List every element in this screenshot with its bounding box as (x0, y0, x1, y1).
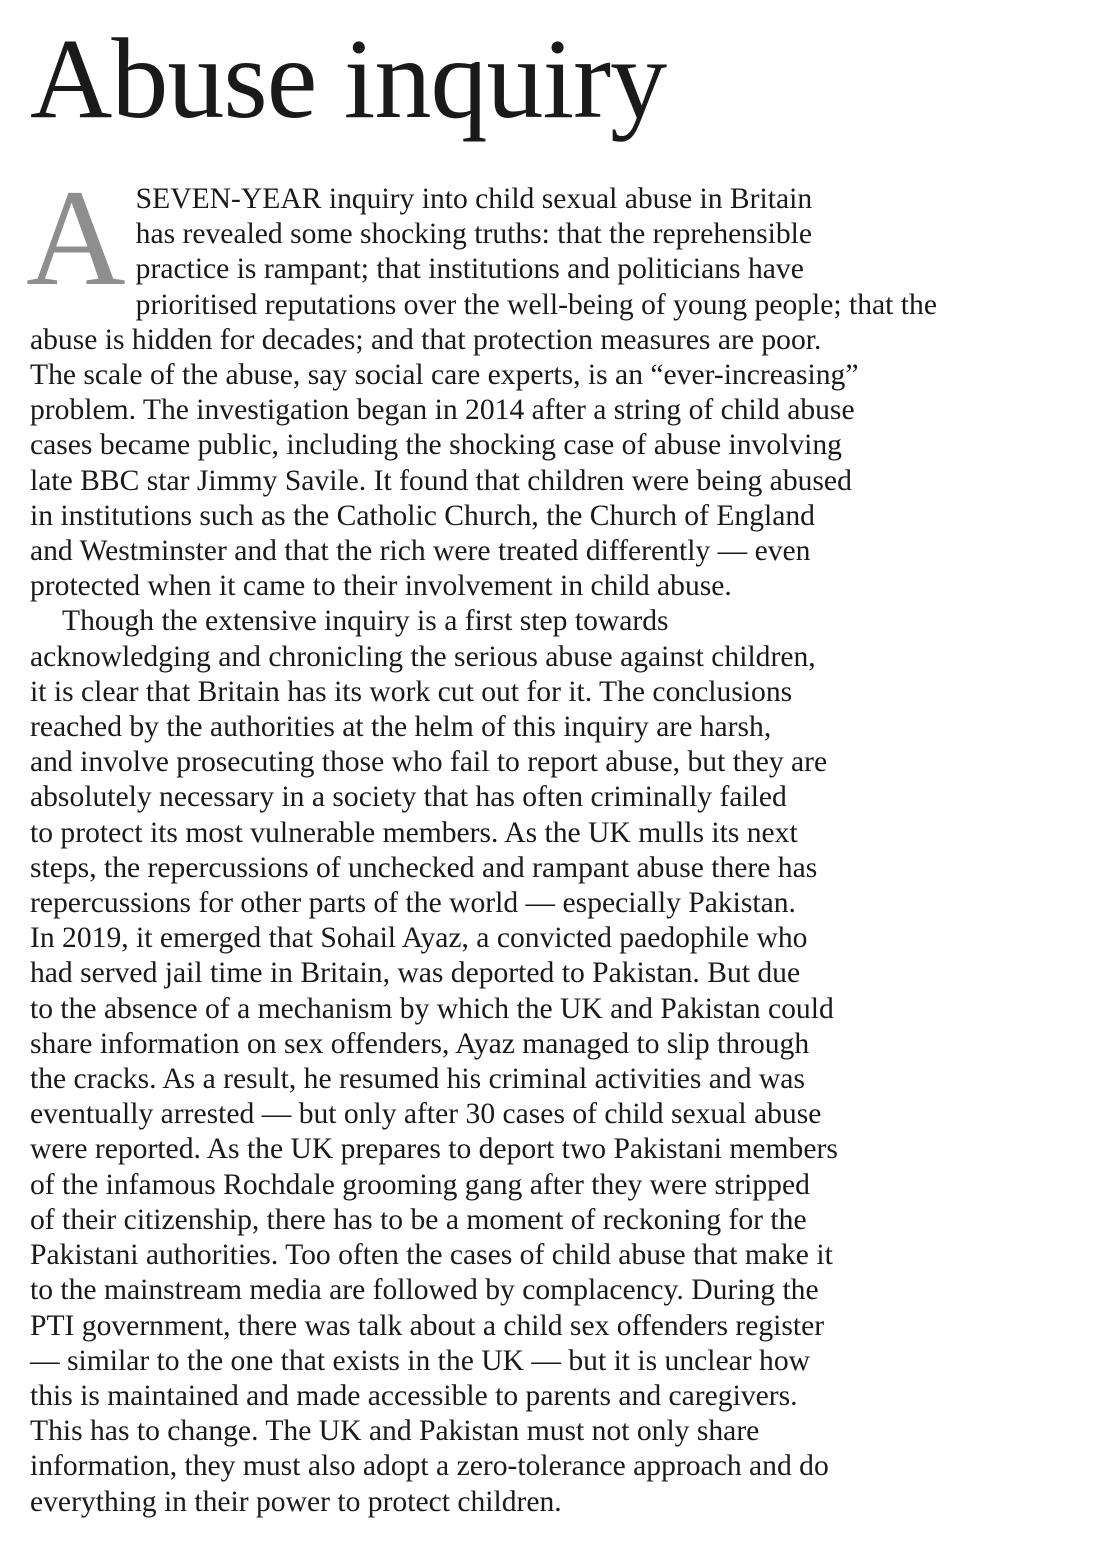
text-line: in institutions such as the Catholic Church, the Church of England (30, 499, 815, 532)
text-line: — similar to the one that exists in the UK — but it is unclear how (30, 1344, 811, 1377)
text-line: to protect its most vulnerable members. As the UK mulls its next (30, 816, 798, 849)
text-line: had served jail time in Britain, was deported to Pakistan. But due (30, 957, 801, 990)
text-line: PTI government, there was talk about a child sex offenders register (30, 1309, 825, 1342)
text-line: late BBC star Jimmy Savile. It found that children were being abused (30, 464, 852, 497)
text-line: abuse is hidden for decades; and that protection measures are poor. (30, 323, 822, 356)
text-line: the cracks. As a result, he resumed his criminal activities and was (30, 1063, 805, 1096)
text-line: of their citizenship, there has to be a moment of reckoning for the (30, 1203, 807, 1236)
text-line: to the absence of a mechanism by which the UK and Pakistan could (30, 992, 834, 1025)
text-line: practice is rampant; that institutions and politicians have (135, 253, 804, 286)
text-line: cases became public, including the shocking case of abuse involving (30, 429, 842, 462)
text-line: has revealed some shocking truths: that the reprehensible (135, 218, 813, 251)
drop-cap: A (26, 161, 126, 314)
paragraph-2 (30, 604, 1070, 1519)
text-line: repercussions for other parts of the world — especially Pakistan. (30, 887, 796, 920)
text-line: everything in their power to protect children. (30, 1485, 562, 1518)
article-body (26, 161, 1070, 1520)
text-line: to the mainstream media are followed by complacency. During the (30, 1274, 819, 1307)
text-line: Though the extensive inquiry is a first step towards (62, 605, 669, 638)
text-line: were reported. As the UK prepares to deport two Pakistani members (30, 1133, 838, 1166)
text-line: share information on sex offenders, Ayaz managed to slip through (30, 1027, 810, 1060)
text-line: reached by the authorities at the helm of this inquiry are harsh, (30, 711, 772, 744)
text-line: protected when it came to their involvement in child abuse. (30, 570, 732, 603)
text-line: and Westminster and that the rich were treated differently — even (30, 535, 811, 568)
text-line: of the infamous Rochdale grooming gang after they were stripped (30, 1168, 810, 1201)
text-line: In 2019, it emerged that Sohail Ayaz, a convicted paedophile who (30, 922, 808, 955)
text-line: The scale of the abuse, say social care experts, is an “ever-increasing” (30, 359, 859, 392)
paragraph-1 (26, 161, 1070, 604)
text-line: absolutely necessary in a society that has often criminally failed (30, 781, 787, 814)
text-line: problem. The investigation began in 2014 after a string of child abuse (30, 394, 855, 427)
text-line: this is maintained and made accessible to parents and caregivers. (30, 1379, 798, 1412)
text-line: prioritised reputations over the well-being of young people; that the (135, 288, 937, 321)
text-line: and involve prosecuting those who fail to report abuse, but they are (30, 746, 828, 779)
text-line: it is clear that Britain has its work cut out for it. The conclusions (30, 675, 793, 708)
text-line: SEVEN-YEAR inquiry into child sexual abuse in Britain (135, 183, 813, 215)
headline: Abuse inquiry (30, 15, 667, 142)
text-line: steps, the repercussions of unchecked and rampant abuse there has (30, 851, 818, 884)
text-line: Pakistani authorities. Too often the cases of child abuse that make it (30, 1239, 833, 1272)
editorial-article (26, 15, 1070, 1520)
text-line: eventually arrested — but only after 30 cases of child sexual abuse (30, 1098, 822, 1131)
text-line: This has to change. The UK and Pakistan must not only share (30, 1415, 760, 1448)
text-line: information, they must also adopt a zero-tolerance approach and do (30, 1450, 829, 1483)
text-line: acknowledging and chronicling the serious abuse against children, (30, 640, 816, 673)
